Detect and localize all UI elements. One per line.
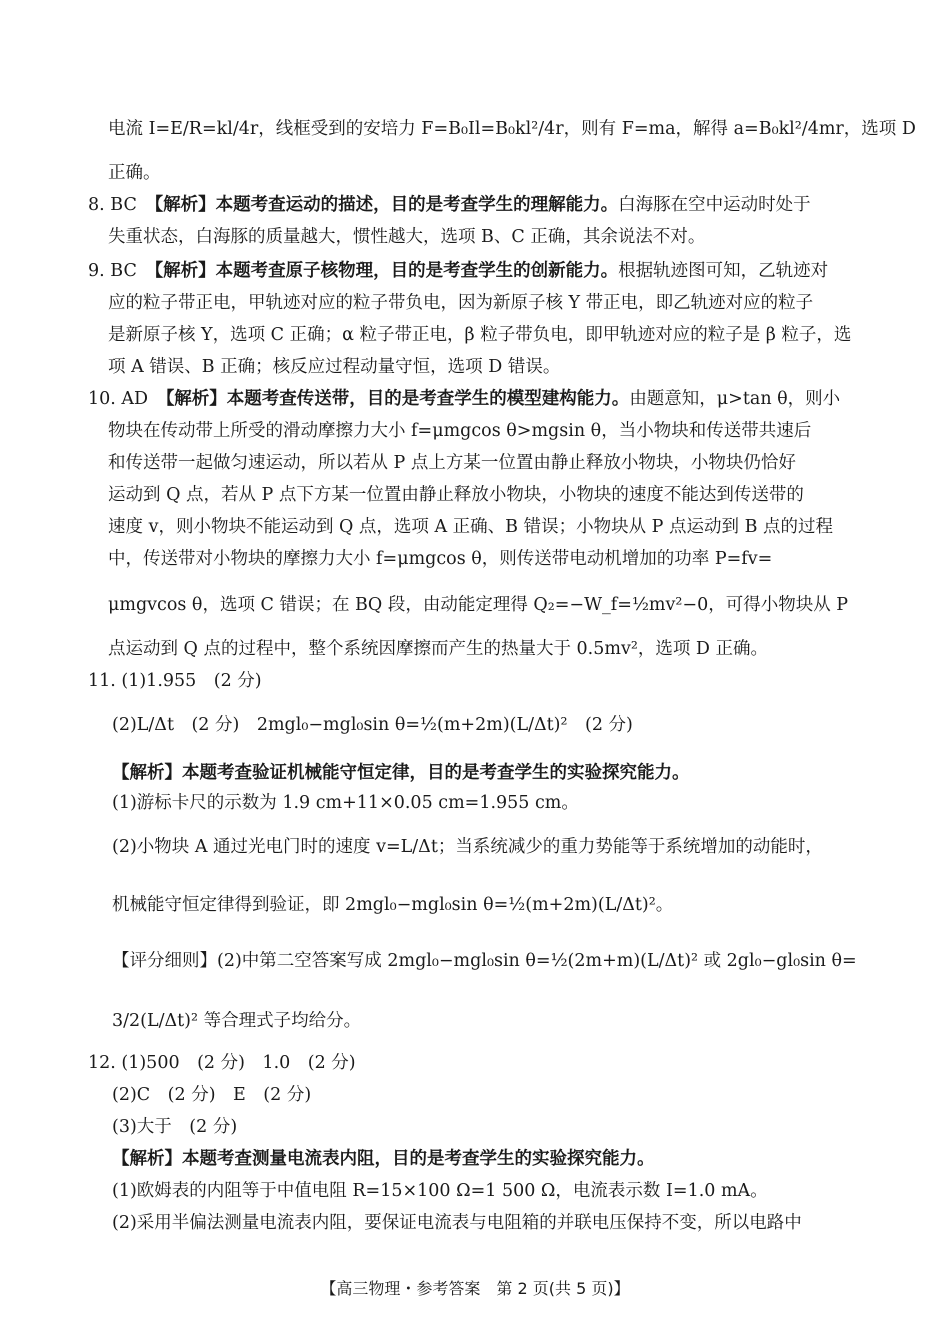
q10-text-line-2: 物块在传动带上所受的滑动摩擦力大小 f=μmgcos θ>mgsin θ，当小物块和传送带共速后	[108, 421, 812, 441]
q11-answer-line-2: (2)L/Δt (2 分) 2mgl₀−mgl₀sin θ=½(m+2m)(L/Δt)² (2 分)	[112, 715, 633, 735]
q10-text-line-5: 速度 v，则小物块不能运动到 Q 点，选项 A 正确、B 错误；小物块从 P 点运动到 B 点的过程	[108, 517, 833, 537]
q10-answer: 10. AD	[88, 389, 149, 409]
q12-answer-line-1: 12. (1)500 (2 分) 1.0 (2 分)	[88, 1053, 356, 1073]
q11-text-line-1: (1)游标卡尺的示数为 1.9 cm+11×0.05 cm=1.955 cm。	[112, 793, 579, 813]
q8-analysis-text: 白海豚在空中运动时处于	[618, 195, 811, 215]
q9-answer-line-1	[88, 258, 828, 284]
q11-scoring-line-1: 【评分细则】(2)中第二空答案写成 2mgl₀−mgl₀sin θ=½(2m+m)(L/Δt)² 或 2gl₀−gl₀sin θ=	[112, 951, 857, 971]
q7-text-line-1: 电流 I=E/R=kl/4r，线框受到的安培力 F=B₀Il=B₀kl²/4r，则有 F=ma，解得 a=B₀kl²/4mr，选项 D	[108, 119, 916, 139]
q10-analysis-text: 由题意知，μ>tan θ，则小	[629, 389, 841, 409]
q10-text-line-8: 点运动到 Q 点的过程中，整个系统因摩擦而产生的热量大于 0.5mv²，选项 D 正确。	[108, 639, 769, 659]
q10-text-line-6: 中，传送带对小物块的摩擦力大小 f=μmgcos θ，则传送带电动机增加的功率 P=fv=	[108, 549, 773, 569]
q10-text-line-4: 运动到 Q 点，若从 P 点下方某一位置由静止释放小物块，小物块的速度不能达到传送带的	[108, 485, 804, 505]
q12-answer-line-3: (3)大于 (2 分)	[112, 1117, 238, 1137]
q11-text-line-3: 机械能守恒定律得到验证，即 2mgl₀−mgl₀sin θ=½(m+2m)(L/Δt)²。	[112, 895, 674, 915]
q12-text-line-1: (1)欧姆表的内阻等于中值电阻 R=15×100 Ω=1 500 Ω，电流表示数 I=1.0 mA。	[112, 1181, 768, 1201]
q9-text-line-2: 应的粒子带正电，甲轨迹对应的粒子带负电，因为新原子核 Y 带正电，即乙轨迹对应的粒子	[108, 293, 814, 313]
q12-text-line-2: (2)采用半偏法测量电流表内阻，要保证电流表与电阻箱的并联电压保持不变，所以电路中	[112, 1213, 802, 1233]
q9-text-line-3: 是新原子核 Y，选项 C 正确；α 粒子带正电，β 粒子带负电，即甲轨迹对应的粒子是 β 粒子，选	[108, 325, 852, 345]
q11-scoring-line-2: 3/2(L/Δt)² 等合理式子均给分。	[112, 1011, 362, 1031]
q11-text-line-2: (2)小物块 A 通过光电门时的速度 v=L/Δt；当系统减少的重力势能等于系统增加的动能时，	[112, 837, 823, 857]
page-footer: 【高三物理・参考答案 第 2 页(共 5 页)】	[320, 1279, 630, 1298]
q8-answer: 8. BC	[88, 195, 137, 215]
q7-text-line-2: 正确。	[108, 163, 161, 183]
q12-answer-line-2: (2)C (2 分) E (2 分)	[112, 1085, 312, 1105]
q10-text-line-7: μmgvcos θ，选项 C 错误；在 BQ 段，由动能定理得 Q₂=−W_f=½mv²−0，可得小物块从 P	[108, 595, 849, 615]
q11-analysis-heading: 【解析】本题考查验证机械能守恒定律，目的是考查学生的实验探究能力。	[112, 763, 690, 783]
q8-answer-line-1	[88, 192, 811, 218]
q9-text-line-4: 项 A 错误、B 正确；核反应过程动量守恒，选项 D 错误。	[108, 357, 561, 377]
q10-answer-line-1	[88, 386, 840, 412]
q8-analysis-heading: 【解析】本题考查运动的描述，目的是考查学生的理解能力。	[154, 195, 619, 215]
q8-text-line-2: 失重状态，白海豚的质量越大，惯性越大，选项 B、C 正确，其余说法不对。	[108, 227, 706, 247]
q9-analysis-heading: 【解析】本题考查原子核物理，目的是考查学生的创新能力。	[154, 261, 619, 281]
q10-text-line-3: 和传送带一起做匀速运动，所以若从 P 点上方某一位置由静止释放小物块，小物块仍恰好	[108, 453, 796, 473]
q11-answer-line-1: 11. (1)1.955 (2 分)	[88, 671, 262, 691]
q9-answer: 9. BC	[88, 261, 137, 281]
q10-analysis-heading: 【解析】本题考查传送带，目的是考查学生的模型建构能力。	[165, 389, 630, 409]
q12-analysis-heading: 【解析】本题考查测量电流表内阻，目的是考查学生的实验探究能力。	[112, 1149, 655, 1169]
q9-analysis-text: 根据轨迹图可知，乙轨迹对	[618, 261, 829, 281]
